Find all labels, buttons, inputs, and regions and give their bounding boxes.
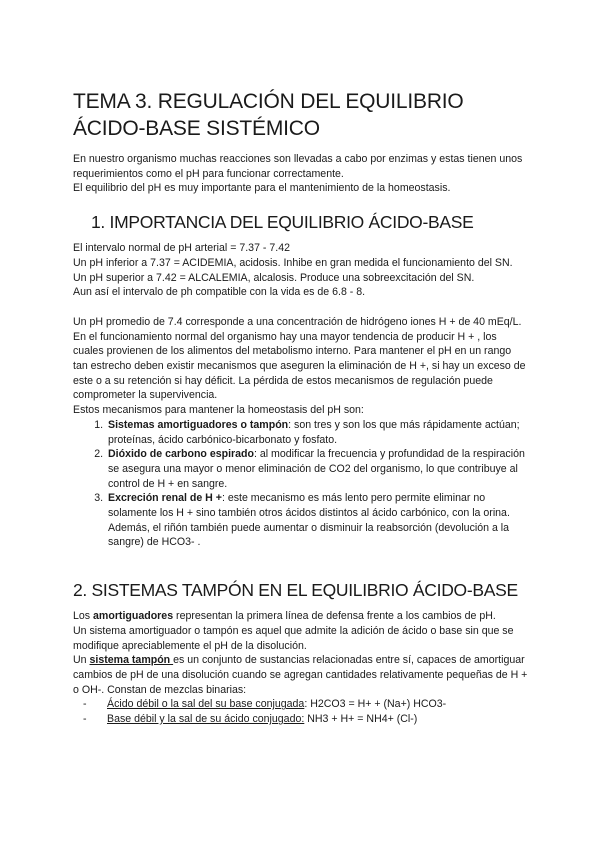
section-heading-2: 2. SISTEMAS TAMPÓN EN EL EQUILIBRIO ÁCIDO-BASE (73, 580, 518, 601)
spacer (73, 550, 528, 579)
mechanism-text: : son tres y son los que más rápidamente actúan; proteínas, ácido carbónico-bicarbonato y fosfato. (108, 418, 520, 446)
buffer-system-term: sistema tampón (89, 654, 174, 667)
mechanism-title: Sistemas amortiguadores o tampón (108, 418, 289, 431)
ph-range-line: El intervalo normal de pH arterial = 7.37 - 7.42 (73, 242, 290, 255)
buffer-system-paragraph (73, 653, 528, 697)
list-item (107, 712, 528, 727)
mixture-equation: : H2CO3 = H+ + (Na+) HCO3- (304, 698, 447, 711)
section-heading-1: 1. IMPORTANCIA DEL EQUILIBRIO ÁCIDO-BASE (91, 212, 474, 233)
buffers-paragraph (73, 609, 528, 624)
mixture-equation: NH3 + H+ = NH4+ (Cl-) (304, 713, 418, 726)
intro-paragraph: El equilibrio del pH es muy importante para el mantenimiento de la homeostasis. (73, 182, 451, 195)
list-item (107, 697, 528, 712)
mechanisms-intro: Estos mecanismos para mantener la homeostasis del pH son: (73, 404, 364, 417)
alcalemia-line: Un pH superior a 7.42 = ALCALEMIA, alcalosis. Produce una sobreexcitación del SN. (73, 271, 475, 284)
mechanism-title: Excreción renal de H + (108, 492, 222, 505)
list-item (106, 491, 528, 550)
text-run: Los (73, 610, 94, 623)
text-run: es un conjunto de sustancias relacionadas entre sí, capaces de amortiguar cambios de pH de una disolución cuando se agregan cantidades relativamente pequeñas de H + o OH-. Constan de mezclas binarias: (73, 654, 528, 696)
text-run: Un (73, 654, 90, 667)
binary-mixtures-list (73, 697, 528, 726)
document-page (73, 88, 528, 727)
buffer-definition-paragraph: Un sistema amortiguador o tampón es aquel que admite la adición de ácido o base sin que se modifique apreciablemente el pH de la disolución. (73, 624, 514, 652)
compatible-range-line: Aun así el intervalo de ph compatible con la vida es de 6.8 - 8. (73, 286, 366, 299)
mechanism-title: Dióxido de carbono espirado (108, 448, 254, 461)
mixture-label: Base débil y la sal de su ácido conjugado: (107, 713, 305, 726)
spacer (73, 300, 528, 315)
list-item (106, 447, 528, 491)
text-run: representan la primera línea de defensa frente a los cambios de pH. (173, 610, 496, 623)
page-title: TEMA 3. REGULACIÓN DEL EQUILIBRIO ÁCIDO-BASE SISTÉMICO (73, 90, 464, 140)
ph-average-paragraph: Un pH promedio de 7.4 corresponde a una concentración de hidrógeno iones H + de 40 mEq/L. (73, 315, 522, 328)
acidemia-line: Un pH inferior a 7.37 = ACIDEMIA, acidosis. Inhibe en gran medida el funcionamiento del SN. (73, 256, 513, 269)
buffers-term: amortiguadores (93, 610, 174, 623)
mixture-label: Ácido débil o la sal del su base conjugada (107, 698, 305, 711)
mechanism-text: : este mecanismo es más lento pero permite eliminar no solamente los H + sino también otros ácidos distintos al ácido carbónico, con la orina. Además, el riñón también puede aumentar o disminuir la reabsorción (devolución a la sangre) de HCO3- . (108, 492, 510, 549)
list-item (106, 418, 528, 447)
normal-function-paragraph: En el funcionamiento normal del organismo hay una mayor tendencia de producir H + , los cuales provienen de los alimentos del metabolismo interno. Para mantener el pH en un rango tan estrecho deben existir mecanismos que aseguren la eliminación de H +, si hay un exceso de este o a su retención si hay déficit. La pérdida de estos mecanismos de regulación puede comprometer la supervivencia. (73, 330, 526, 402)
intro-paragraph: En nuestro organismo muchas reacciones son llevadas a cabo por enzimas y estas tienen unos requerimientos como el pH para funcionar correctamente. (73, 153, 523, 180)
mechanism-text: : al modificar la frecuencia y profundidad de la respiración se asegura una mayor o menor eliminación de CO2 del organismo, lo que contribuye al control de H + en sangre. (108, 448, 525, 490)
mechanisms-list (73, 418, 528, 550)
